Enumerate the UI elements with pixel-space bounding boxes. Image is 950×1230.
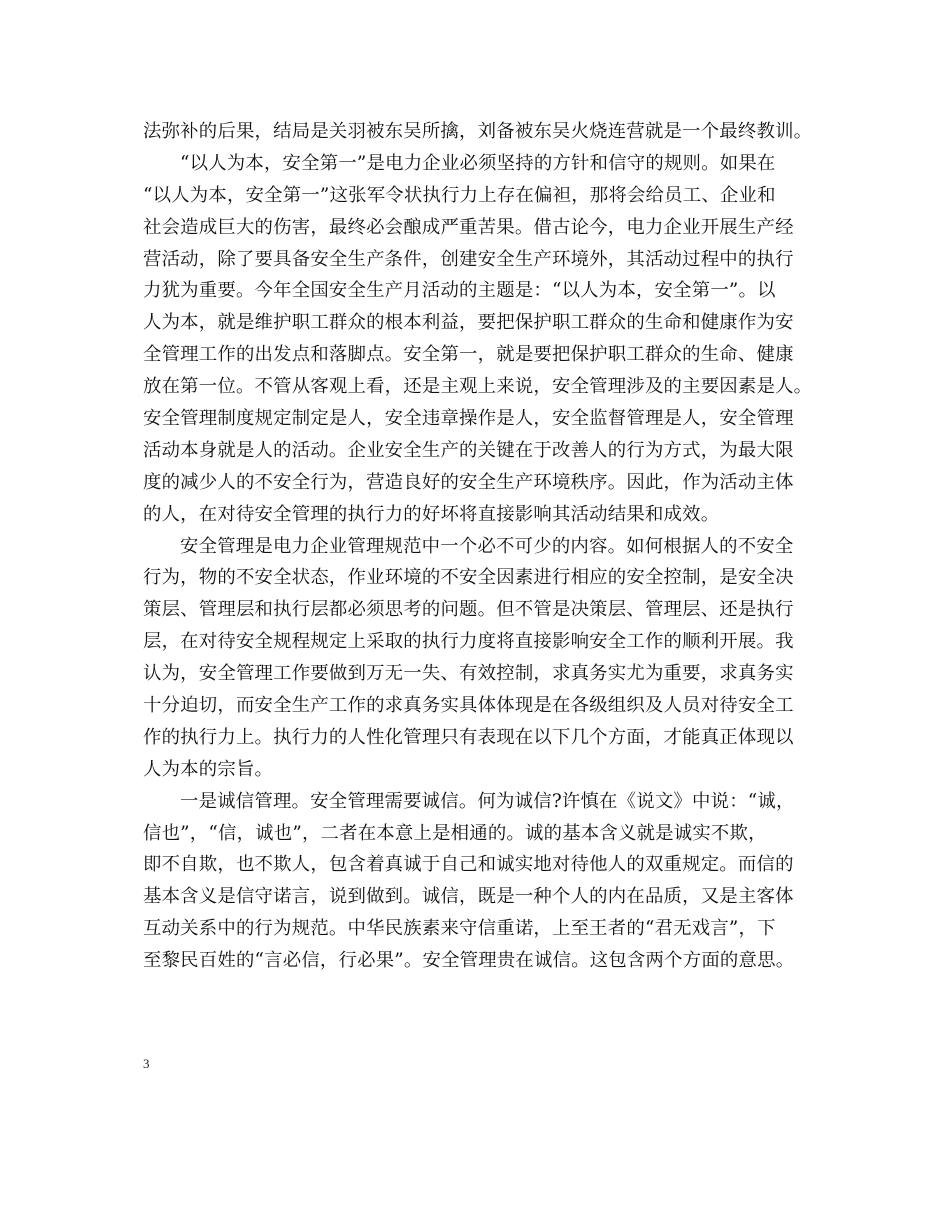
- text-line: 全管理工作的出发点和落脚点。安全第一，就是要把保护职工群众的生命、健康: [143, 344, 794, 366]
- text-line: 人为本的宗旨。: [143, 758, 274, 780]
- page-number: 3: [143, 1056, 150, 1071]
- text-line: 安全管理制度规定制定是人，安全违章操作是人，安全监督管理是人，安全管理: [143, 408, 794, 430]
- text-line: 人为本，就是维护职工群众的根本利益，要把保护职工群众的生命和健康作为安: [143, 312, 794, 334]
- text-line: 行为，物的不安全状态，作业环境的不安全因素进行相应的安全控制，是安全决: [143, 567, 794, 589]
- paragraph-first-line: “以人为本，安全第一”是电力企业必须坚持的方针和信守的规则。如果在: [180, 152, 776, 174]
- text-line: 策层、管理层和执行层都必须思考的问题。但不管是决策层、管理层、还是执行: [143, 599, 794, 621]
- text-line: 放在第一位。不管从客观上看，还是主观上来说，安全管理涉及的主要因素是人。: [143, 376, 813, 398]
- text-line: 至黎民百姓的“言必信，行必果”。安全管理贵在诚信。这包含两个方面的意思。: [143, 950, 795, 972]
- paragraph-first-line: 一是诚信管理。安全管理需要诚信。何为诚信?许慎在《说文》中说：“诚，: [180, 790, 795, 812]
- text-line: 的人，在对待安全管理的执行力的好坏将直接影响其活动结果和成效。: [143, 503, 720, 525]
- text-line: 十分迫切，而安全生产工作的求真务实具体体现是在各级组织及人员对待安全工: [143, 695, 794, 717]
- text-line: 度的减少人的不安全行为，营造良好的安全生产环境秩序。因此，作为活动主体: [143, 471, 794, 493]
- text-line: 力犹为重要。今年全国安全生产月活动的主题是：“以人为本，安全第一”。以: [143, 280, 776, 302]
- text-line: 活动本身就是人的活动。企业安全生产的关键在于改善人的行为方式，为最大限: [143, 439, 794, 461]
- text-line: 层，在对待安全规程规定上采取的执行力度将直接影响安全工作的顺利开展。我: [143, 631, 794, 653]
- paragraph-first-line: 安全管理是电力企业管理规范中一个必不可少的内容。如何根据人的不安全: [180, 535, 794, 557]
- text-line: 即不自欺，也不欺人，包含着真诚于自己和诚实地对待他人的双重规定。而信的: [143, 854, 794, 876]
- text-line: 营活动，除了要具备安全生产条件，创建安全生产环境外，其活动过程中的执行: [143, 248, 794, 270]
- text-line: 基本含义是信守诺言，说到做到。诚信，既是一种个人的内在品质，又是主客体: [143, 886, 794, 908]
- text-line: 社会造成巨大的伤害，最终必会酿成严重苦果。借古论今，电力企业开展生产经: [143, 216, 794, 238]
- text-line: 信也”，“信，诚也”，二者在本意上是相通的。诚的基本含义就是诚实不欺，: [143, 822, 767, 844]
- text-line: 认为，安全管理工作要做到万无一失、有效控制，求真务实尤为重要，求真务实: [143, 663, 794, 685]
- text-line: 法弥补的后果，结局是关羽被东吴所擒，刘备被东吴火烧连营就是一个最终教训。: [143, 121, 813, 142]
- text-line: 作的执行力上。执行力的人性化管理只有表现在以下几个方面，才能真正体现以: [143, 726, 794, 748]
- text-line: “以人为本，安全第一”这张军令状执行力上存在偏袒，那将会给员工、企业和: [143, 184, 776, 206]
- text-line: 互动关系中的行为规范。中华民族素来守信重诺，上至王者的“君无戏言”，下: [143, 918, 776, 940]
- document-body: [143, 116, 823, 977]
